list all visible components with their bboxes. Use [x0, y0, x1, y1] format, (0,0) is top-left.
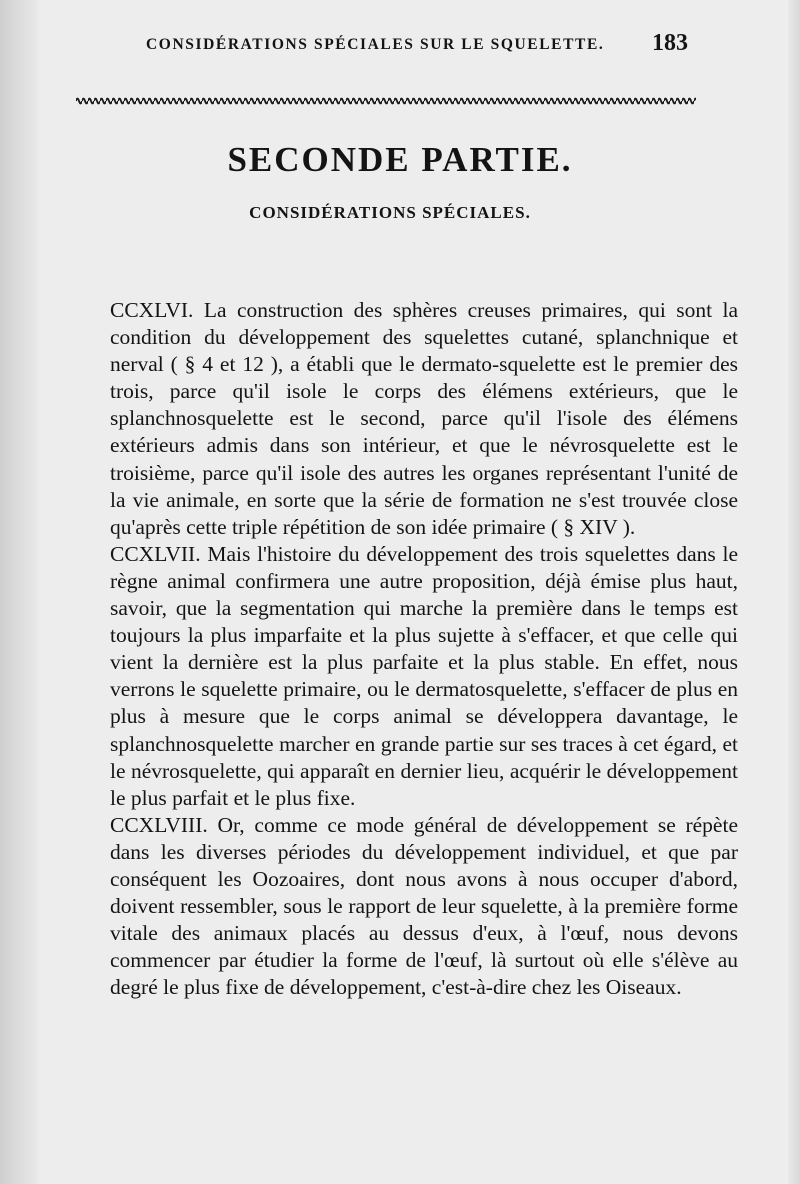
paragraph-numeral: CCXLVI.	[110, 298, 194, 322]
running-header: CONSIDÉRATIONS SPÉCIALES SUR LE SQUELETTE.	[146, 36, 605, 53]
paragraph-numeral: CCXLVIII.	[110, 812, 208, 837]
paragraph-ccxlvi	[110, 297, 738, 541]
paragraph-ccxlviii	[110, 812, 738, 1002]
paragraph-text: La construction des sphères creuses primaires, qui sont la condition du développement des squelettes cutané, splanchnique et nerval ( § 4 et 12 ), a établi que le dermato-squelette est le premier des trois, parce qu'il isole le corps des élémens extérieurs, que le splanchnosquelette est le second, parce qu'il l'isole des élémens extérieurs admis dans son intérieur, et que le névrosquelette est le troisième, parce qu'il isole des autres les organes représentant l'unité de la vie animale, en sorte que la série de formation ne s'est trouvée close qu'après cette triple répétition de son idée primaire ( § XIV ).	[110, 298, 738, 539]
paragraph-numeral: CCXLVII.	[110, 541, 201, 566]
paragraph-text: Mais l'histoire du développement des trois squelettes dans le règne animal confirmera une autre proposition, déjà émise plus haut, savoir, que la segmentation qui marche la première dans le temps est toujours la plus imparfaite et la plus sujette à s'effacer, et que celle qui vient la dernière est la plus parfaite et la plus stable. En effet, nous verrons le squelette primaire, ou le dermatosquelette, s'effacer de plus en plus à mesure que le corps animal se développera davantage, le splanchnosquelette marcher en grande partie sur ses traces à cet égard, et le névrosquelette, qui apparaît en dernier lieu, acquérir le développement le plus parfait et le plus fixe.	[110, 541, 739, 810]
paragraph-ccxlvii	[110, 541, 738, 812]
ornamental-rule	[76, 95, 696, 105]
page-number: 183	[652, 30, 688, 56]
section-title: CONSIDÉRATIONS SPÉCIALES.	[249, 203, 531, 222]
body-text	[110, 297, 738, 1001]
part-title: SECONDE PARTIE.	[227, 140, 573, 179]
paragraph-text: Or, comme ce mode général de développement se répète dans les diverses périodes du développement individuel, et que par conséquent les Oozoaires, dont nous avons à nous occuper d'abord, doivent ressembler, sous le rapport de leur squelette, à la première forme vitale des animaux placés au dessus d'eux, à l'œuf, nous devons commencer par étudier la forme de l'œuf, là surtout où elle s'élève au degré le plus fixe de développement, c'est-à-dire chez les Oiseaux.	[110, 812, 738, 1000]
